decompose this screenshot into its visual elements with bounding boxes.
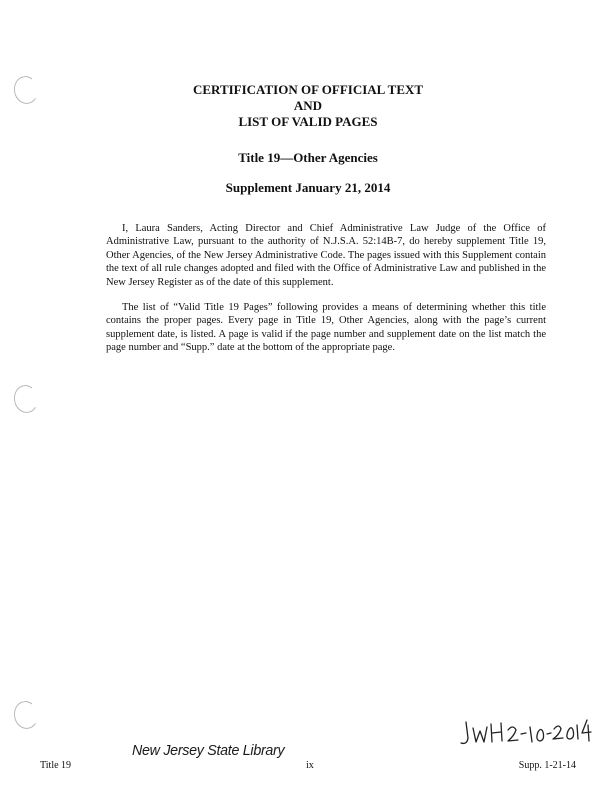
binder-hole-middle — [12, 383, 40, 415]
footer-page-number: ix — [306, 760, 314, 771]
title-subtitle: Title 19—Other Agencies — [238, 150, 378, 165]
supplement-date-heading: Supplement January 21, 2014 — [225, 180, 391, 195]
title-line-2: AND — [293, 98, 323, 113]
footer-supplement: Supp. 1-21-14 — [518, 760, 576, 771]
certification-paragraph: I, Laura Sanders, Acting Director and Chief Administrative Law Judge of the Office of Administrative Law, pursuant to the authority of N.J.S.A. 52:14B-7, do hereby supplement Title 19, Other Agencies, of the New Jersey Administrative Code. The pages issued with this Supplement contain the text of all rule changes adopted and filed with the Office of Administrative Law and published in the New Jersey Register as of the date of this supplement. — [106, 222, 546, 288]
handwritten-initials-signature — [456, 712, 596, 752]
valid-pages-paragraph: The list of “Valid Title 19 Pages” following provides a means of determining whether this title contains the proper pages. Every page in Title 19, Other Agencies, along with the page’s current supplement date, is listed. A page is valid if the page number and supplement date on the list match the page number and “Supp.” date at the bottom of the appropriate page. — [106, 301, 546, 353]
binder-hole-bottom — [12, 699, 40, 731]
title-line-3: LIST OF VALID PAGES — [238, 114, 378, 129]
title-line-1: CERTIFICATION OF OFFICIAL TEXT — [192, 82, 424, 97]
document-title — [0, 82, 616, 130]
library-stamp: New Jersey State Library — [132, 742, 285, 759]
footer-title: Title 19 — [40, 760, 72, 771]
